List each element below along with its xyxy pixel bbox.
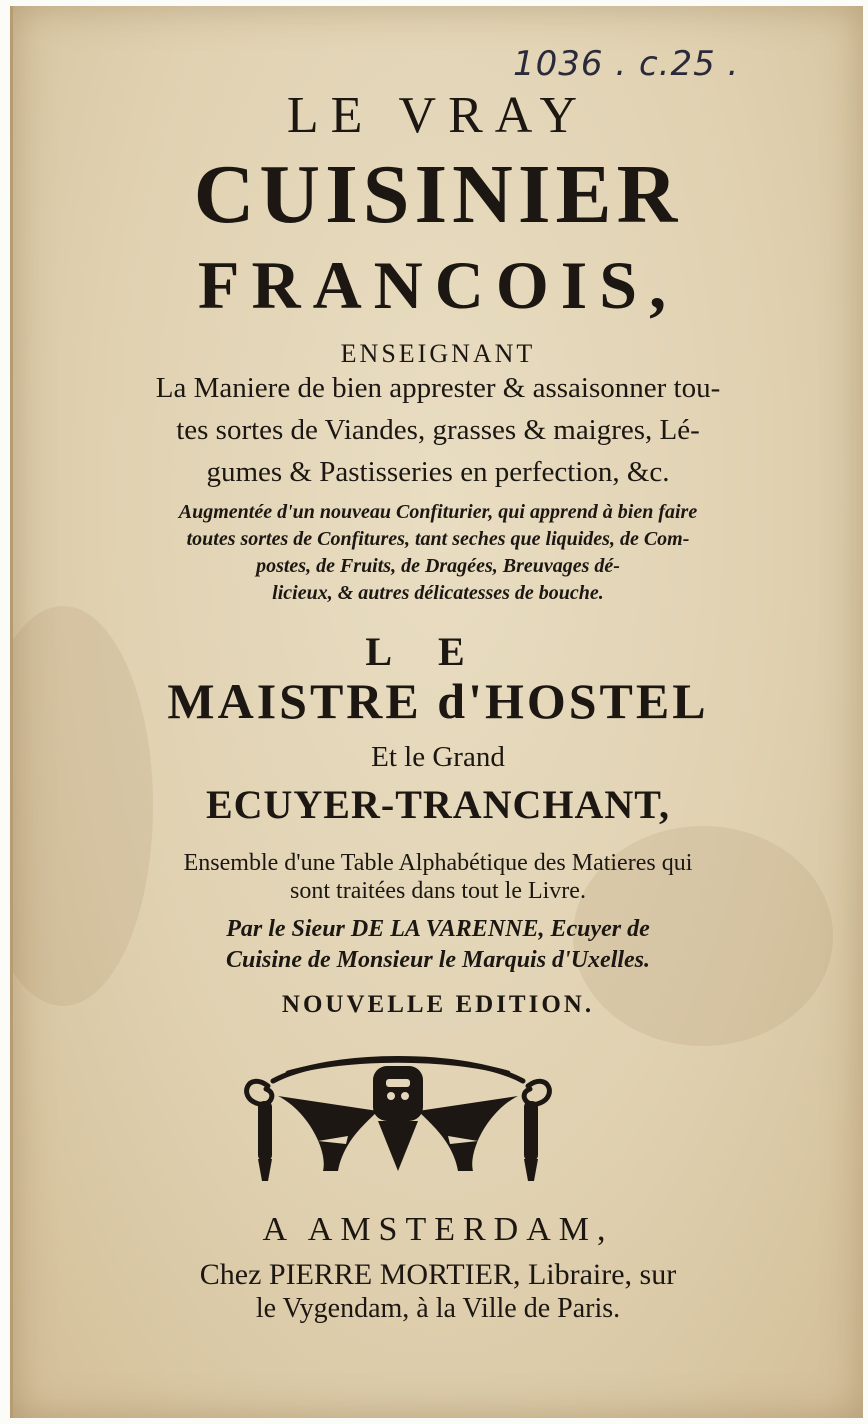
- imprint-city: A AMSTERDAM,: [262, 1211, 614, 1248]
- imprint-publisher: Chez PIERRE MORTIER, Libraire, sur: [199, 1258, 677, 1291]
- title-page: [10, 6, 863, 1418]
- title-line-1: LE VRAY: [286, 87, 590, 144]
- augmentation-line: postes, de Fruits, de Dragées, Breuvages dé-: [256, 555, 620, 577]
- augmentation-line: toutes sortes de Confitures, tant seches que liquides, de Com-: [186, 528, 690, 550]
- author-line: Cuisine de Monsieur le Marquis d'Uxelles.: [225, 947, 651, 973]
- second-title-le: LE: [365, 629, 511, 674]
- title-line-3: FRANCOIS,: [197, 247, 679, 323]
- drapery-ornament-icon: [228, 1041, 568, 1191]
- author-line: Par le Sieur DE LA VARENNE, Ecuyer de: [226, 916, 650, 942]
- enseignant-heading: ENSEIGNANT: [340, 339, 536, 368]
- imprint-address: le Vygendam, à la Ville de Paris.: [255, 1293, 621, 1324]
- subtitle-line: tes sortes de Viandes, grasses & maigres, Lé-: [176, 414, 700, 446]
- second-title-maistre: MAISTRE d'HOSTEL: [167, 673, 709, 729]
- augmentation-line: Augmentée d'un nouveau Confiturier, qui apprend à bien faire: [178, 501, 698, 523]
- library-shelfmark: 1036 . c.25 .: [513, 44, 740, 84]
- table-note-line: sont traitées dans tout le Livre.: [290, 878, 586, 904]
- second-title-et: Et le Grand: [371, 741, 505, 773]
- title-line-2: CUISINIER: [193, 148, 683, 241]
- augmentation-line: licieux, & autres délicatesses de bouche.: [272, 582, 604, 604]
- subtitle-line: La Maniere de bien apprester & assaisonner tou-: [155, 372, 721, 404]
- subtitle-line: gumes & Pastisseries en perfection, &c.: [206, 456, 670, 488]
- table-note-line: Ensemble d'une Table Alphabétique des Matieres qui: [183, 850, 693, 876]
- edition-statement: NOUVELLE EDITION.: [281, 991, 595, 1018]
- second-title-ecuyer: ECUYER-TRANCHANT,: [205, 782, 671, 827]
